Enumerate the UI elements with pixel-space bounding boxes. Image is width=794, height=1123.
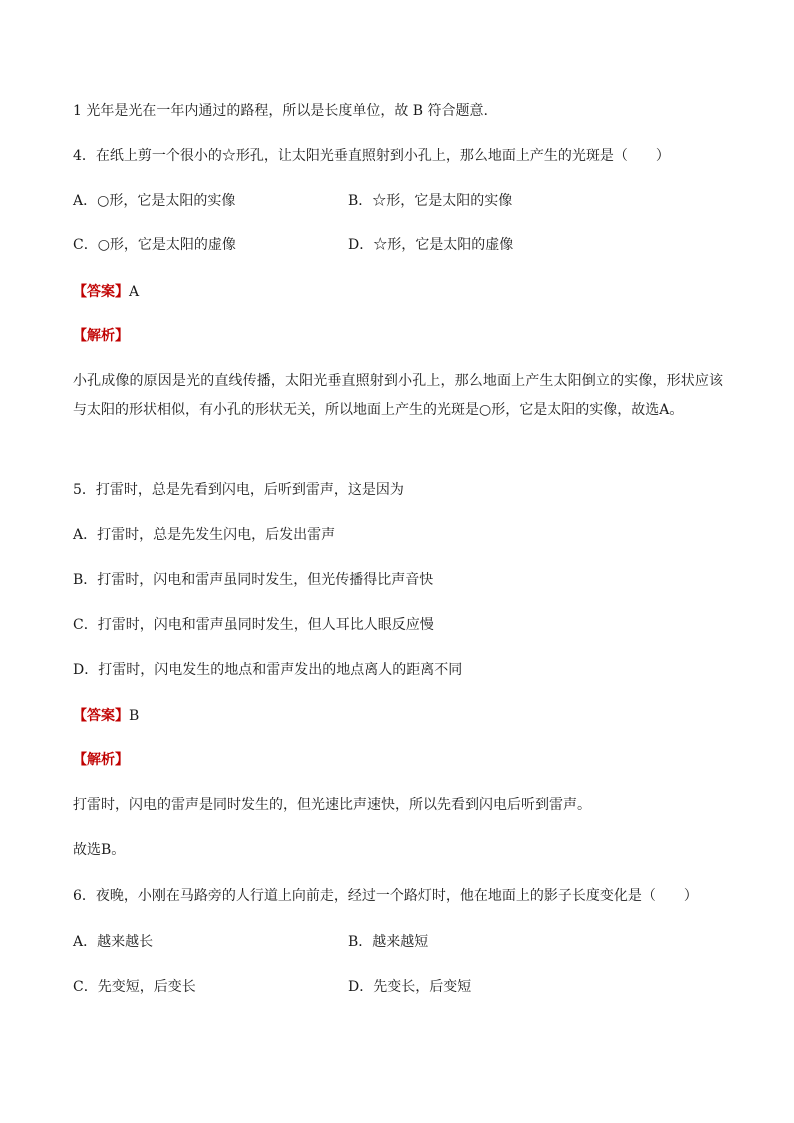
q5-option-a: A．打雷时，总是先发生闪电，后发出雷声 bbox=[73, 527, 336, 543]
q5-analysis-label: 【解析】 bbox=[73, 752, 129, 768]
intro-text: 1 光年是光在一年内通过的路程，所以是长度单位，故 B 符合题意. bbox=[73, 103, 488, 119]
q4-stem: 4．在纸上剪一个很小的☆形孔，让太阳光垂直照射到小孔上，那么地面上产生的光斑是（ ） bbox=[73, 148, 670, 164]
q4-option-d: D．☆形，它是太阳的虚像 bbox=[348, 237, 514, 253]
q5-option-c: C．打雷时，闪电和雷声虽同时发生，但人耳比人眼反应慢 bbox=[73, 617, 434, 633]
q4-analysis: 小孔成像的原因是光的直线传播，太阳光垂直照射到小孔上，那么地面上产生太阳倒立的实像，形状应该与太阳的形状相似，有小孔的形状无关，所以地面上产生的光斑是○形，它是太阳的实像，故选A。 bbox=[73, 373, 723, 418]
answer-label: 【答案】 bbox=[73, 708, 129, 724]
q4-option-a: A．○形，它是太阳的实像 bbox=[73, 193, 236, 209]
answer-label: 【答案】 bbox=[73, 284, 129, 300]
q4-analysis-label: 【解析】 bbox=[73, 328, 129, 344]
q6-option-a: A．越来越长 bbox=[73, 934, 154, 950]
q5-conclusion: 故选B。 bbox=[73, 842, 126, 858]
q5-stem: 5．打雷时，总是先看到闪电，后听到雷声，这是因为 bbox=[73, 482, 404, 498]
q4-answer bbox=[73, 282, 139, 302]
answer-value: A bbox=[129, 284, 140, 300]
q6-option-c: C．先变短，后变长 bbox=[73, 979, 196, 995]
q5-option-d: D．打雷时，闪电发生的地点和雷声发出的地点离人的距离不同 bbox=[73, 662, 463, 678]
q5-option-b: B．打雷时，闪电和雷声虽同时发生，但光传播得比声音快 bbox=[73, 572, 434, 588]
answer-value: B bbox=[129, 708, 140, 724]
q4-option-b: B．☆形，它是太阳的实像 bbox=[348, 193, 513, 209]
q5-analysis: 打雷时，闪电的雷声是同时发生的，但光速比声速快，所以先看到闪电后听到雷声。 bbox=[73, 797, 591, 813]
q4-option-c: C．○形，它是太阳的虚像 bbox=[73, 237, 236, 253]
q6-stem: 6．夜晚，小刚在马路旁的人行道上向前走，经过一个路灯时，他在地面上的影子长度变化是（ ） bbox=[73, 888, 698, 904]
q5-answer bbox=[73, 706, 139, 726]
q6-option-b: B．越来越短 bbox=[348, 934, 429, 950]
q6-option-d: D．先变长，后变短 bbox=[348, 979, 472, 995]
